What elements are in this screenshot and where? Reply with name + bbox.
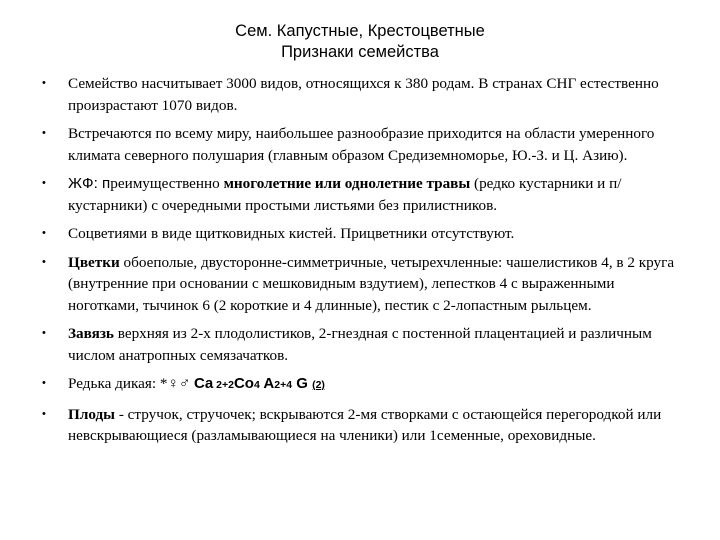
- item-text: верхняя из 2-х плодолистиков, 2-гнездная с постенной плацентацией и различным числом анатропных семязачатков.: [68, 325, 652, 364]
- title-line-2: Признаки семейства: [281, 43, 439, 61]
- item-bold: Плоды: [68, 405, 116, 423]
- list-item: [40, 373, 680, 397]
- item-text: (редко кустарники и п/кустарники) с очередными простыми листьями без прилистников.: [68, 175, 622, 214]
- item-lead: ЖФ: п: [68, 175, 111, 192]
- bullet-icon: •: [42, 255, 46, 268]
- item-bold: Цветки: [68, 253, 120, 271]
- item-bold: многолетние или однолетние травы: [223, 175, 471, 192]
- list-item: [40, 173, 680, 216]
- flower-formula: Ca 2+2Co4 A2+4 G (2): [194, 375, 325, 392]
- bullet-icon: •: [42, 177, 46, 189]
- list-item: [40, 223, 680, 245]
- slide-title: [0, 21, 720, 63]
- item-text: Семейство насчитывает 3000 видов, относящихся к 380 родам. В странах СНГ естественно произрастают 1070 видов.: [68, 75, 659, 114]
- bullet-list: [40, 73, 680, 454]
- list-item: [40, 123, 680, 166]
- item-bold: Завязь: [68, 325, 114, 342]
- item-text: Встречаются по всему миру, наибольшее разнообразие приходится на области умеренного климата северного полушария (главным образом Средиземноморье, Ю.-З. и Ц. Азию).: [68, 125, 655, 164]
- list-item: [40, 323, 680, 366]
- bullet-icon: •: [42, 227, 46, 239]
- item-text: реимущественно: [110, 175, 224, 192]
- item-text: Соцветиями в виде щитковидных кистей. Прицветники отсутствуют.: [68, 225, 515, 242]
- list-item: [40, 73, 680, 116]
- bullet-icon: •: [42, 327, 46, 339]
- item-text: - стручок, стручочек; вскрываются 2-мя створками с остающейся перегородкой или невскрывающиеся (разламывающиеся на членики) или 1семенные, ореховидные.: [68, 405, 662, 444]
- list-item: [40, 404, 680, 447]
- bullet-icon: •: [42, 407, 46, 420]
- bullet-icon: •: [42, 127, 46, 139]
- item-text: обоеполые, двусторонне-симметричные, четырехчленные: чашелистиков 4, в 2 круга (внутренние при основании с мешковидным вздутием), лепестков 4 с выраженными ноготками, тычинок 6 (2 короткие и 4 длинные), пестик с 2-лопастным рыльцем.: [68, 253, 675, 314]
- title-line-1: Сем. Капустные, Крестоцветные: [235, 22, 485, 40]
- item-text: Редька дикая: *♀♂: [68, 375, 195, 392]
- list-item: [40, 252, 680, 317]
- bullet-icon: •: [42, 377, 46, 389]
- bullet-icon: •: [42, 77, 46, 89]
